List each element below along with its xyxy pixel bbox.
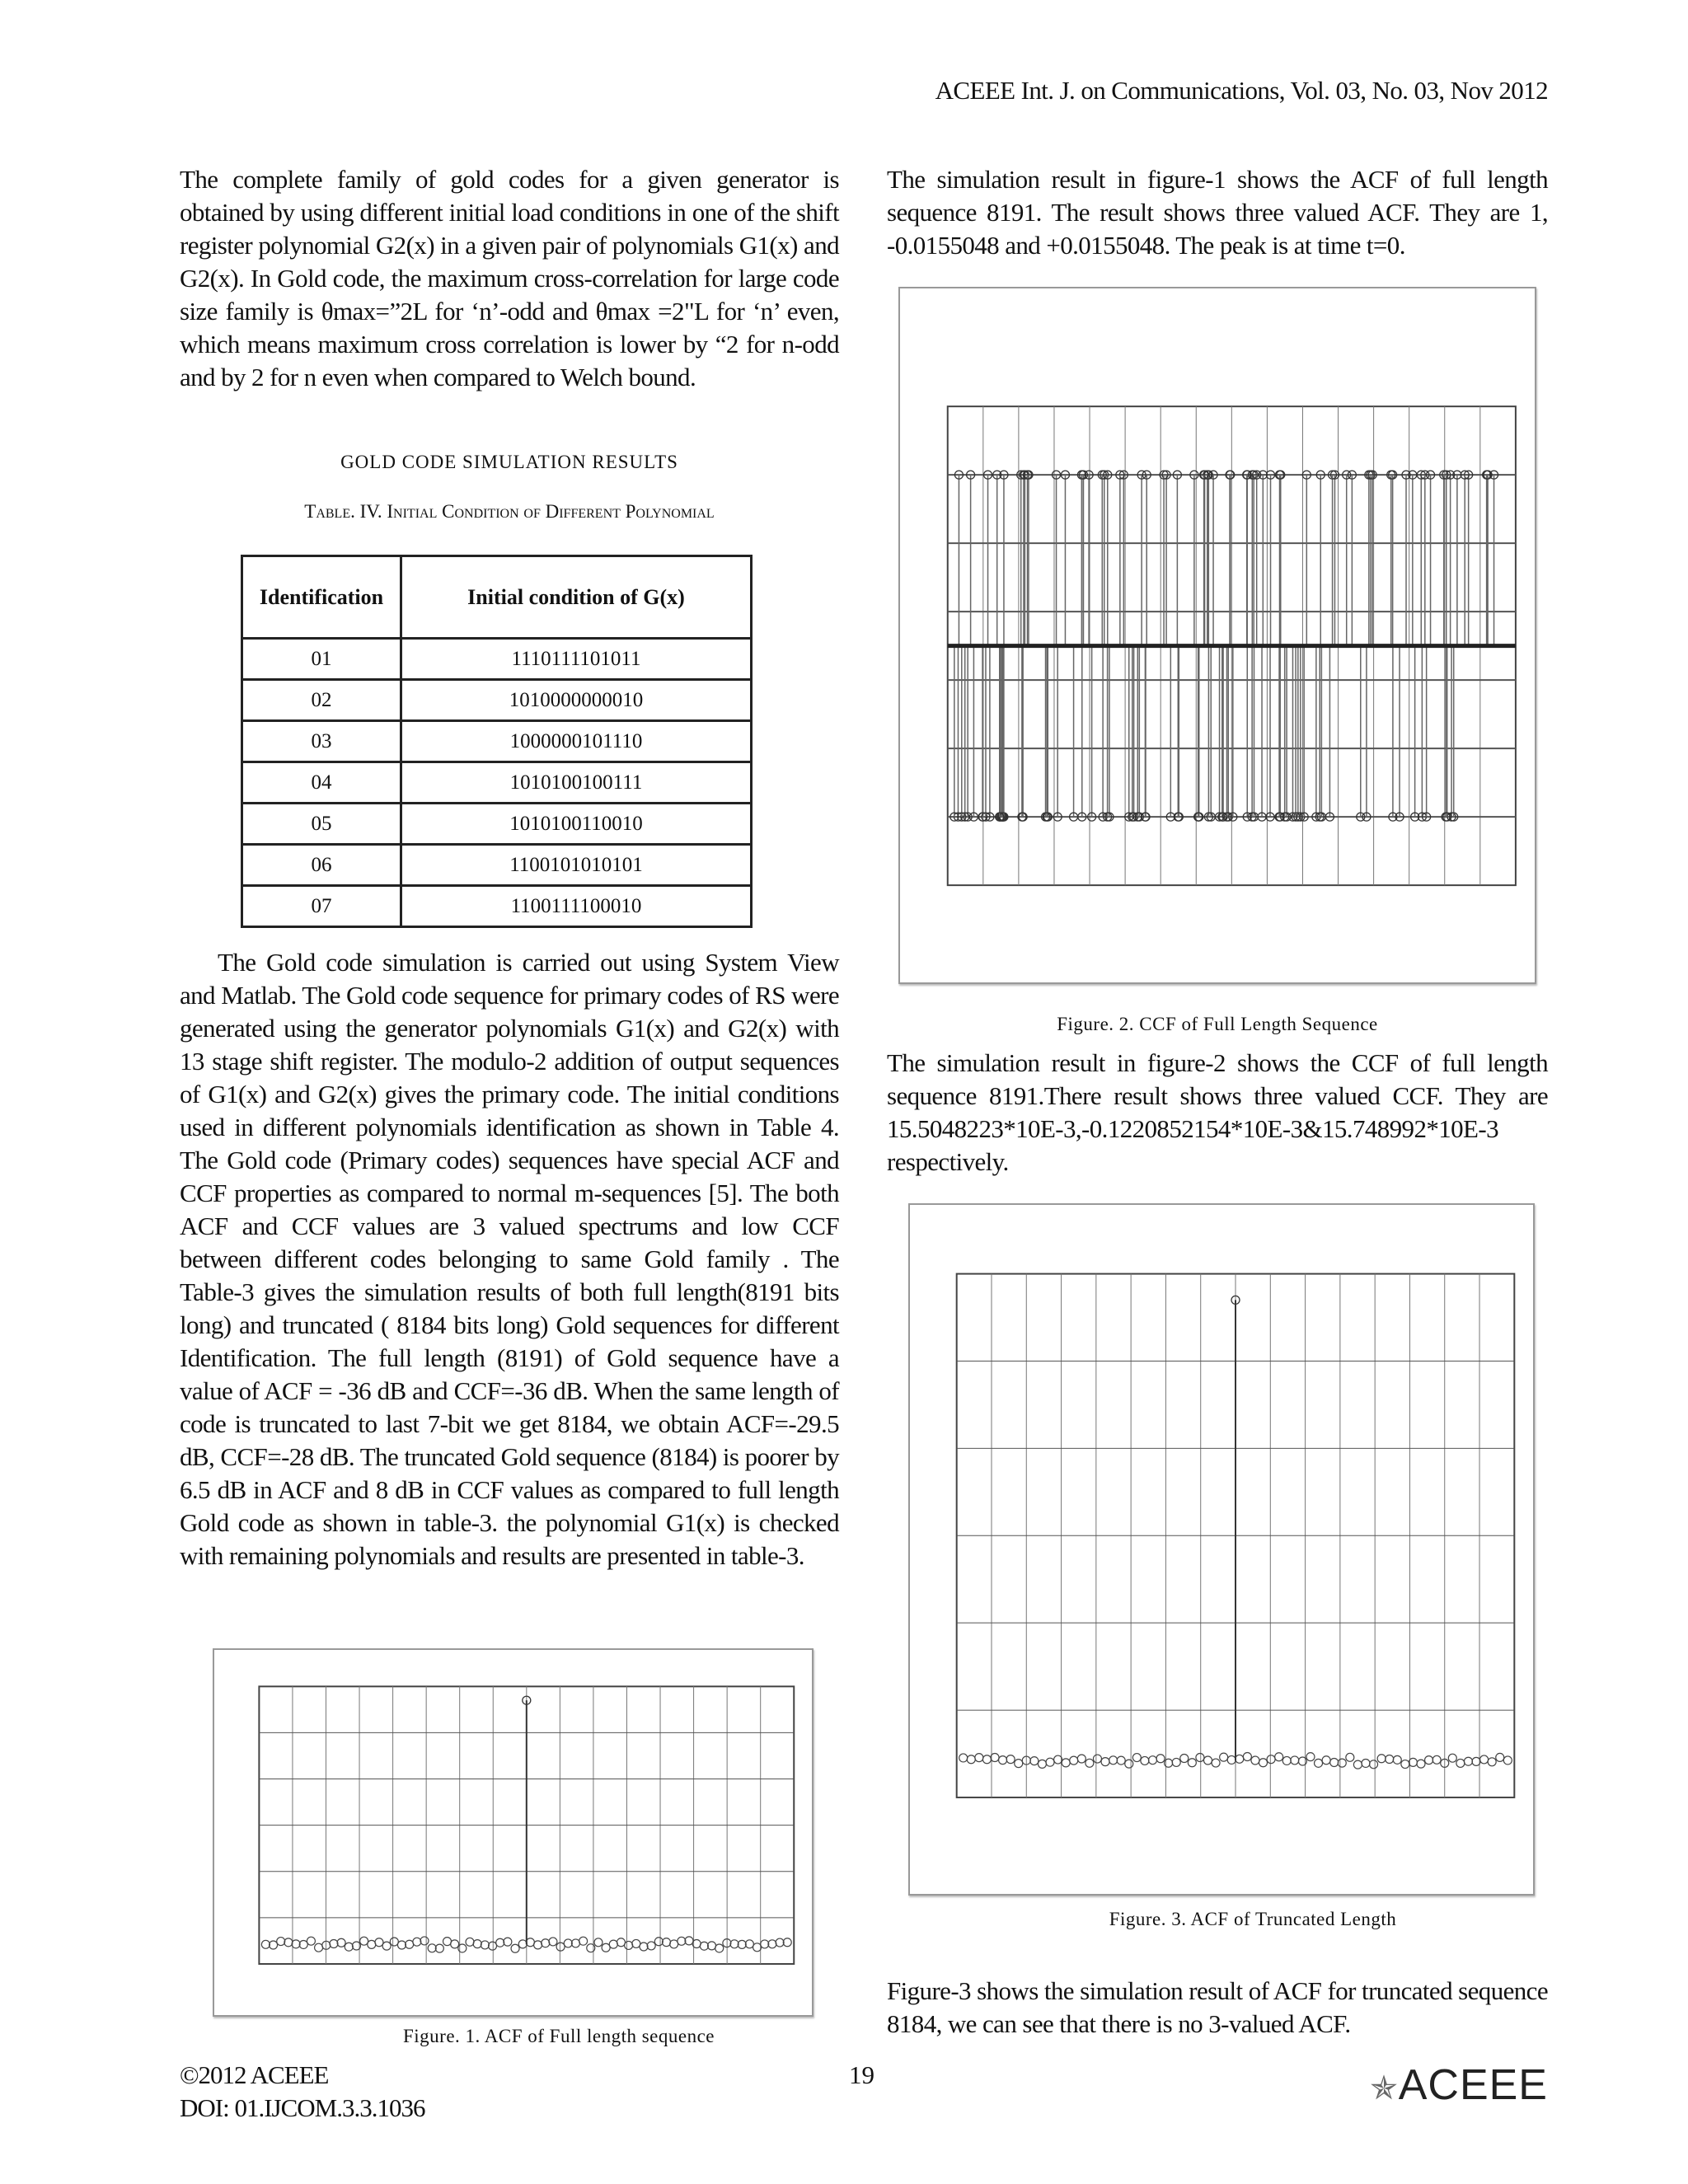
paragraph-text: The complete family of gold codes for a given generator is obtained by using different initial load conditions in one of the shift register polynomial G2(x) in a given pair of polynomials G1(x) and G2(x). In Gold code, the maximum cross-correlation for large code size family is θmax=”2L for ‘n’-odd and θmax =2"L for ‘n’ even, which means maximum cross correlation is lower by “2 for n-odd and by 2 for n even when compared to Welch bound.	[180, 165, 839, 391]
data-point	[1291, 1756, 1299, 1765]
data-point	[368, 1940, 376, 1948]
id-cell: 06	[242, 845, 401, 886]
data-point	[518, 1940, 527, 1948]
table-row	[242, 886, 752, 927]
data-point	[1377, 1755, 1386, 1763]
data-point	[685, 1937, 693, 1945]
data-point	[1259, 1759, 1268, 1767]
doi: DOI: 01.IJCOM.3.3.1036	[180, 2093, 425, 2122]
id-cell: 07	[242, 886, 401, 927]
data-point	[1117, 1756, 1125, 1765]
data-point	[360, 1937, 368, 1945]
data-point	[1188, 1759, 1196, 1767]
data-point	[640, 1943, 648, 1951]
page-number: 19	[849, 2060, 874, 2089]
figure-2-discussion	[887, 1047, 1548, 1179]
data-point	[1417, 1760, 1425, 1768]
figure-1-acf-plot	[213, 1648, 814, 2017]
data-point	[481, 1941, 489, 1949]
data-point	[1180, 1754, 1189, 1762]
figure-3-discussion	[887, 1975, 1548, 2041]
data-point	[390, 1938, 398, 1946]
data-point	[1172, 1758, 1180, 1766]
condition-cell: 1010000000010	[401, 680, 752, 721]
data-point	[1085, 1759, 1094, 1767]
table-row	[242, 804, 752, 845]
data-point	[299, 1940, 307, 1948]
data-point	[443, 1938, 452, 1946]
data-point	[1362, 1759, 1370, 1767]
data-point	[1077, 1755, 1085, 1763]
data-point	[1488, 1758, 1496, 1766]
table-row	[242, 845, 752, 886]
data-point	[1338, 1759, 1346, 1767]
data-point	[1125, 1760, 1133, 1768]
condition-cell: 1110111101011	[401, 639, 752, 680]
simulation-paragraph	[180, 946, 839, 1572]
data-point	[428, 1944, 436, 1952]
data-point	[625, 1941, 633, 1949]
data-point	[1148, 1756, 1156, 1765]
data-point	[1282, 1756, 1291, 1765]
data-point	[345, 1943, 353, 1951]
data-point	[708, 1942, 716, 1950]
star-logo-icon: ✯	[1370, 2070, 1399, 2107]
intro-paragraph	[180, 163, 839, 394]
data-point	[1236, 1755, 1244, 1763]
data-point	[504, 1938, 512, 1946]
data-point	[1401, 1760, 1409, 1769]
data-point	[647, 1942, 655, 1950]
data-point	[1306, 1753, 1315, 1761]
data-point	[451, 1940, 459, 1948]
data-point	[1472, 1757, 1480, 1765]
data-point	[1315, 1759, 1323, 1767]
data-point	[753, 1943, 762, 1952]
data-point	[1393, 1755, 1401, 1764]
data-point	[375, 1938, 383, 1947]
figure-2-caption: Figure. 2. CCF of Full Length Sequence	[1057, 1014, 1378, 1034]
data-point	[982, 1755, 991, 1764]
data-point	[420, 1937, 429, 1945]
data-point	[1353, 1760, 1362, 1769]
logo-text: ACEEE	[1398, 2061, 1548, 2109]
data-point	[617, 1938, 625, 1947]
paragraph-text: The simulation result in figure-2 shows the CCF of full length sequence 8191.There result shows three valued CCF. They are 15.5048223*10E-3,-0.1220852154*10E-3&15.748992*10E-3 respectively.	[887, 1048, 1548, 1176]
data-point	[496, 1938, 504, 1947]
data-point	[1480, 1755, 1489, 1764]
data-point	[473, 1940, 481, 1948]
data-point	[511, 1944, 519, 1952]
data-point	[466, 1938, 474, 1946]
data-point	[1448, 1754, 1456, 1762]
copyright: ©2012 ACEEE	[180, 2060, 329, 2089]
data-point	[1062, 1759, 1070, 1767]
data-point	[526, 1938, 534, 1947]
data-point	[270, 1941, 278, 1949]
data-point	[1030, 1757, 1039, 1765]
column-header: Initial condition of G(x)	[401, 556, 752, 639]
data-point	[1432, 1755, 1441, 1764]
data-point	[632, 1939, 640, 1947]
data-point	[1251, 1756, 1259, 1765]
data-point	[1346, 1753, 1354, 1761]
data-point	[1370, 1760, 1378, 1769]
data-point	[967, 1755, 975, 1764]
data-point	[678, 1937, 686, 1945]
data-point	[1330, 1758, 1339, 1766]
data-point	[662, 1938, 670, 1947]
data-point	[571, 1939, 579, 1947]
data-point	[556, 1943, 565, 1951]
id-cell: 02	[242, 680, 401, 721]
data-point	[594, 1938, 603, 1947]
data-point	[1322, 1756, 1330, 1765]
truncated-acf-plot-graphic	[910, 1205, 1533, 1894]
data-point	[284, 1938, 293, 1947]
data-point	[1227, 1755, 1236, 1764]
data-point	[489, 1942, 497, 1950]
data-point	[1267, 1755, 1275, 1764]
data-point	[1386, 1755, 1394, 1763]
condition-cell: 1100111100010	[401, 886, 752, 927]
condition-cell: 1010100100111	[401, 762, 752, 804]
data-point	[1141, 1756, 1149, 1765]
data-point	[1101, 1758, 1109, 1766]
initial-condition-table	[241, 555, 753, 928]
ccf-plot-graphic	[900, 288, 1535, 982]
id-cell: 01	[242, 639, 401, 680]
column-header: Identification	[242, 556, 401, 639]
data-point	[670, 1940, 678, 1948]
id-cell: 04	[242, 762, 401, 804]
condition-cell: 1010100110010	[401, 804, 752, 845]
data-point	[435, 1944, 443, 1952]
aceee-logo	[1370, 2060, 1548, 2110]
data-point	[397, 1941, 406, 1949]
figure-2-ccf-plot	[898, 287, 1536, 984]
figure-1-caption: Figure. 1. ACF of Full length sequence	[402, 2026, 715, 2046]
data-point	[1243, 1752, 1251, 1760]
data-point	[579, 1937, 588, 1945]
data-point	[1196, 1754, 1204, 1762]
data-point	[975, 1754, 983, 1762]
data-point	[700, 1942, 708, 1950]
data-point	[715, 1944, 724, 1952]
paragraph-text: The simulation result in figure-1 shows the ACF of full length sequence 8191. The result shows three valued ACF. They are 1, -0.0155048 and +0.0155048. The peak is at time t=0.	[887, 165, 1548, 260]
paragraph-text: Figure-3 shows the simulation result of ACF for truncated sequence 8184, we can see that there is no 3-valued ACF.	[887, 1976, 1548, 2038]
condition-cell: 1100101010101	[401, 845, 752, 886]
data-point	[991, 1754, 999, 1762]
data-point	[534, 1941, 542, 1949]
data-point	[413, 1938, 421, 1946]
data-point	[745, 1940, 753, 1948]
data-point	[1093, 1755, 1101, 1763]
data-point	[776, 1938, 784, 1947]
figure-3-truncated-acf-plot	[908, 1203, 1535, 1896]
data-point	[761, 1940, 769, 1948]
table-caption: Table. IV. Initial Condition of Different Polynomial	[304, 501, 715, 522]
data-point	[406, 1940, 414, 1948]
data-point	[1015, 1760, 1023, 1768]
data-point	[738, 1940, 746, 1948]
data-point	[602, 1943, 610, 1952]
data-point	[1070, 1756, 1078, 1765]
table-row	[242, 762, 752, 804]
data-point	[783, 1938, 791, 1947]
data-point	[1496, 1753, 1504, 1761]
data-point	[564, 1939, 572, 1947]
data-point	[1275, 1753, 1283, 1761]
id-cell: 03	[242, 721, 401, 762]
data-point	[768, 1940, 776, 1948]
data-point	[382, 1942, 391, 1950]
data-point	[654, 1938, 663, 1946]
journal-header: ACEEE Int. J. on Communications, Vol. 03, No. 03, Nov 2012	[935, 76, 1548, 105]
data-point	[999, 1756, 1007, 1765]
data-point	[1038, 1760, 1046, 1768]
condition-cell: 1000000101110	[401, 721, 752, 762]
data-point	[549, 1938, 557, 1946]
section-heading: GOLD CODE SIMULATION RESULTS	[340, 452, 678, 472]
data-point	[1220, 1753, 1228, 1761]
table-row	[242, 721, 752, 762]
paragraph-text: The Gold code simulation is carried out using System View and Matlab. The Gold code sequence for primary codes of RS were generated using the generator polynomials G1(x) and G2(x) with 13 stage shift register. The modulo-2 addition of output sequences of G1(x) and G2(x) gives the primary code. The initial conditions used in different polynomials identification as shown in Table 4. The Gold code (Primary codes) sequences have special ACF and CCF properties as compared to normal m-sequences [5]. The both ACF and CCF values are 3 valued spectrums and low CCF between different codes belonging to same Gold family . The Table-3 gives the simulation results of both full length(8191 bits long) and truncated ( 8184 bits long) Gold sequences for different Identification. The full length (8191) of Gold sequence have a value of ACF = -36 dB and CCF=-36 dB. When the same length of code is truncated to last 7-bit we get 8184, we obtain ACF=-29.5 dB, CCF=-28 dB. The truncated Gold sequence (8184) is poorer by 6.5 dB in ACF and 8 dB in CCF values as compared to full length Gold code as shown in table-3. the polynomial G1(x) is checked with remaining polynomials and results are presented in table-3.	[180, 948, 839, 1570]
data-point	[1132, 1754, 1141, 1762]
table-row	[242, 639, 752, 680]
data-point	[1046, 1758, 1054, 1766]
data-point	[337, 1938, 345, 1947]
data-point	[609, 1940, 617, 1948]
table-row	[242, 680, 752, 721]
data-point	[959, 1754, 968, 1762]
figure-3-caption: Figure. 3. ACF of Truncated Length	[1109, 1909, 1397, 1929]
data-point	[1464, 1757, 1472, 1765]
acf-plot-graphic	[214, 1650, 812, 2015]
data-point	[1156, 1755, 1165, 1763]
data-point	[1212, 1759, 1220, 1767]
data-point	[315, 1943, 323, 1952]
data-point	[1503, 1756, 1512, 1765]
table-header-row	[242, 556, 752, 639]
figure-1-discussion	[887, 163, 1548, 262]
id-cell: 05	[242, 804, 401, 845]
data-point	[330, 1940, 338, 1948]
data-point	[277, 1938, 285, 1946]
data-point	[292, 1940, 300, 1948]
data-point	[1006, 1755, 1015, 1764]
data-point	[307, 1937, 315, 1945]
data-point	[1204, 1756, 1212, 1765]
data-point	[1425, 1756, 1433, 1765]
data-point	[1456, 1759, 1465, 1767]
data-point	[542, 1939, 550, 1947]
data-point	[1109, 1756, 1118, 1765]
data-point	[730, 1940, 738, 1948]
data-point	[261, 1940, 270, 1948]
